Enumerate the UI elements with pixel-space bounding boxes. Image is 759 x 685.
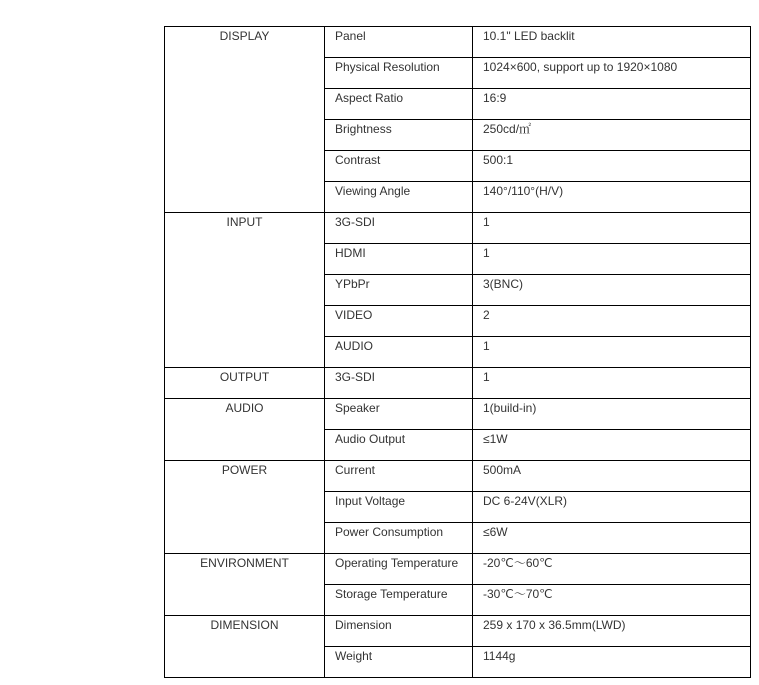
parameter-cell <box>325 616 473 647</box>
parameter-cell <box>325 461 473 492</box>
category-label: OUTPUT <box>219 370 270 384</box>
parameter-label: Weight <box>335 649 373 663</box>
value-text: 1 <box>483 215 490 229</box>
parameter-label: Physical Resolution <box>335 60 440 74</box>
value-text: 1024×600, support up to 1920×1080 <box>483 60 678 74</box>
parameter-cell <box>325 523 473 554</box>
value-cell <box>473 399 751 430</box>
value-cell <box>473 120 751 151</box>
value-text: 140°/110°(H/V) <box>483 184 564 198</box>
parameter-cell <box>325 306 473 337</box>
value-cell <box>473 430 751 461</box>
value-cell <box>473 616 751 647</box>
parameter-label: Audio Output <box>335 432 406 446</box>
parameter-label: VIDEO <box>335 308 373 322</box>
parameter-label: HDMI <box>335 246 366 260</box>
parameter-label: Aspect Ratio <box>335 91 404 105</box>
category-cell <box>165 368 325 399</box>
value-cell <box>473 151 751 182</box>
parameter-cell <box>325 430 473 461</box>
parameter-cell <box>325 275 473 306</box>
parameter-cell <box>325 120 473 151</box>
value-cell <box>473 275 751 306</box>
value-text: 1 <box>483 339 490 353</box>
value-cell <box>473 647 751 678</box>
value-text: 250cd/㎡ <box>483 122 532 136</box>
parameter-label: Dimension <box>335 618 392 632</box>
parameter-cell <box>325 337 473 368</box>
parameter-cell <box>325 89 473 120</box>
category-cell <box>165 27 325 213</box>
parameter-cell <box>325 492 473 523</box>
value-text: -30℃～70℃ <box>483 587 553 601</box>
value-text: -20℃～60℃ <box>483 556 553 570</box>
category-label: POWER <box>221 463 268 477</box>
parameter-label: Storage Temperature <box>335 587 448 601</box>
table-row <box>165 368 751 399</box>
table-row <box>165 616 751 647</box>
parameter-cell <box>325 27 473 58</box>
value-text: DC 6-24V(XLR) <box>483 494 568 508</box>
table-row <box>165 399 751 430</box>
value-cell <box>473 585 751 616</box>
category-label: DISPLAY <box>219 29 270 43</box>
table-row <box>165 27 751 58</box>
parameter-cell <box>325 368 473 399</box>
value-cell <box>473 461 751 492</box>
value-cell <box>473 368 751 399</box>
parameter-cell <box>325 585 473 616</box>
category-cell <box>165 213 325 368</box>
value-text: 1 <box>483 370 490 384</box>
value-cell <box>473 58 751 89</box>
value-text: 500:1 <box>483 153 514 167</box>
parameter-label: Brightness <box>335 122 392 136</box>
category-cell <box>165 554 325 616</box>
value-cell <box>473 554 751 585</box>
parameter-cell <box>325 151 473 182</box>
category-label: AUDIO <box>225 401 264 415</box>
parameter-cell <box>325 244 473 275</box>
parameter-label: Contrast <box>335 153 381 167</box>
parameter-cell <box>325 182 473 213</box>
parameter-label: 3G-SDI <box>335 370 376 384</box>
parameter-label: Current <box>335 463 376 477</box>
parameter-label: Speaker <box>335 401 380 415</box>
parameter-cell <box>325 399 473 430</box>
value-text: ≤6W <box>483 525 508 539</box>
value-text: 10.1" LED backlit <box>483 29 575 43</box>
category-label: DIMENSION <box>210 618 279 632</box>
value-text: 500mA <box>483 463 522 477</box>
value-text: 2 <box>483 308 490 322</box>
value-cell <box>473 523 751 554</box>
category-label: INPUT <box>226 215 263 229</box>
parameter-cell <box>325 213 473 244</box>
spec-table <box>164 26 751 678</box>
value-text: 1144g <box>483 649 516 663</box>
category-cell <box>165 461 325 554</box>
category-cell <box>165 399 325 461</box>
table-row <box>165 461 751 492</box>
value-cell <box>473 306 751 337</box>
category-label: ENVIRONMENT <box>200 556 289 570</box>
value-text: 16:9 <box>483 91 507 105</box>
parameter-label: AUDIO <box>335 339 374 353</box>
value-text: 3(BNC) <box>483 277 524 291</box>
value-text: 1 <box>483 246 490 260</box>
parameter-label: Input Voltage <box>335 494 406 508</box>
value-cell <box>473 244 751 275</box>
parameter-label: 3G-SDI <box>335 215 376 229</box>
parameter-label: Operating Temperature <box>335 556 459 570</box>
value-cell <box>473 89 751 120</box>
value-cell <box>473 182 751 213</box>
value-text: 259 x 170 x 36.5mm(LWD) <box>483 618 626 632</box>
value-cell <box>473 27 751 58</box>
category-cell <box>165 616 325 678</box>
parameter-cell <box>325 647 473 678</box>
parameter-label: YPbPr <box>335 277 370 291</box>
table-row <box>165 213 751 244</box>
parameter-label: Power Consumption <box>335 525 444 539</box>
value-cell <box>473 213 751 244</box>
parameter-cell <box>325 554 473 585</box>
value-cell <box>473 492 751 523</box>
table-row <box>165 554 751 585</box>
parameter-label: Panel <box>335 29 366 43</box>
value-text: 1(build-in) <box>483 401 537 415</box>
value-cell <box>473 337 751 368</box>
parameter-label: Viewing Angle <box>335 184 411 198</box>
spec-table-body <box>165 27 751 678</box>
value-text: ≤1W <box>483 432 508 446</box>
parameter-cell <box>325 58 473 89</box>
